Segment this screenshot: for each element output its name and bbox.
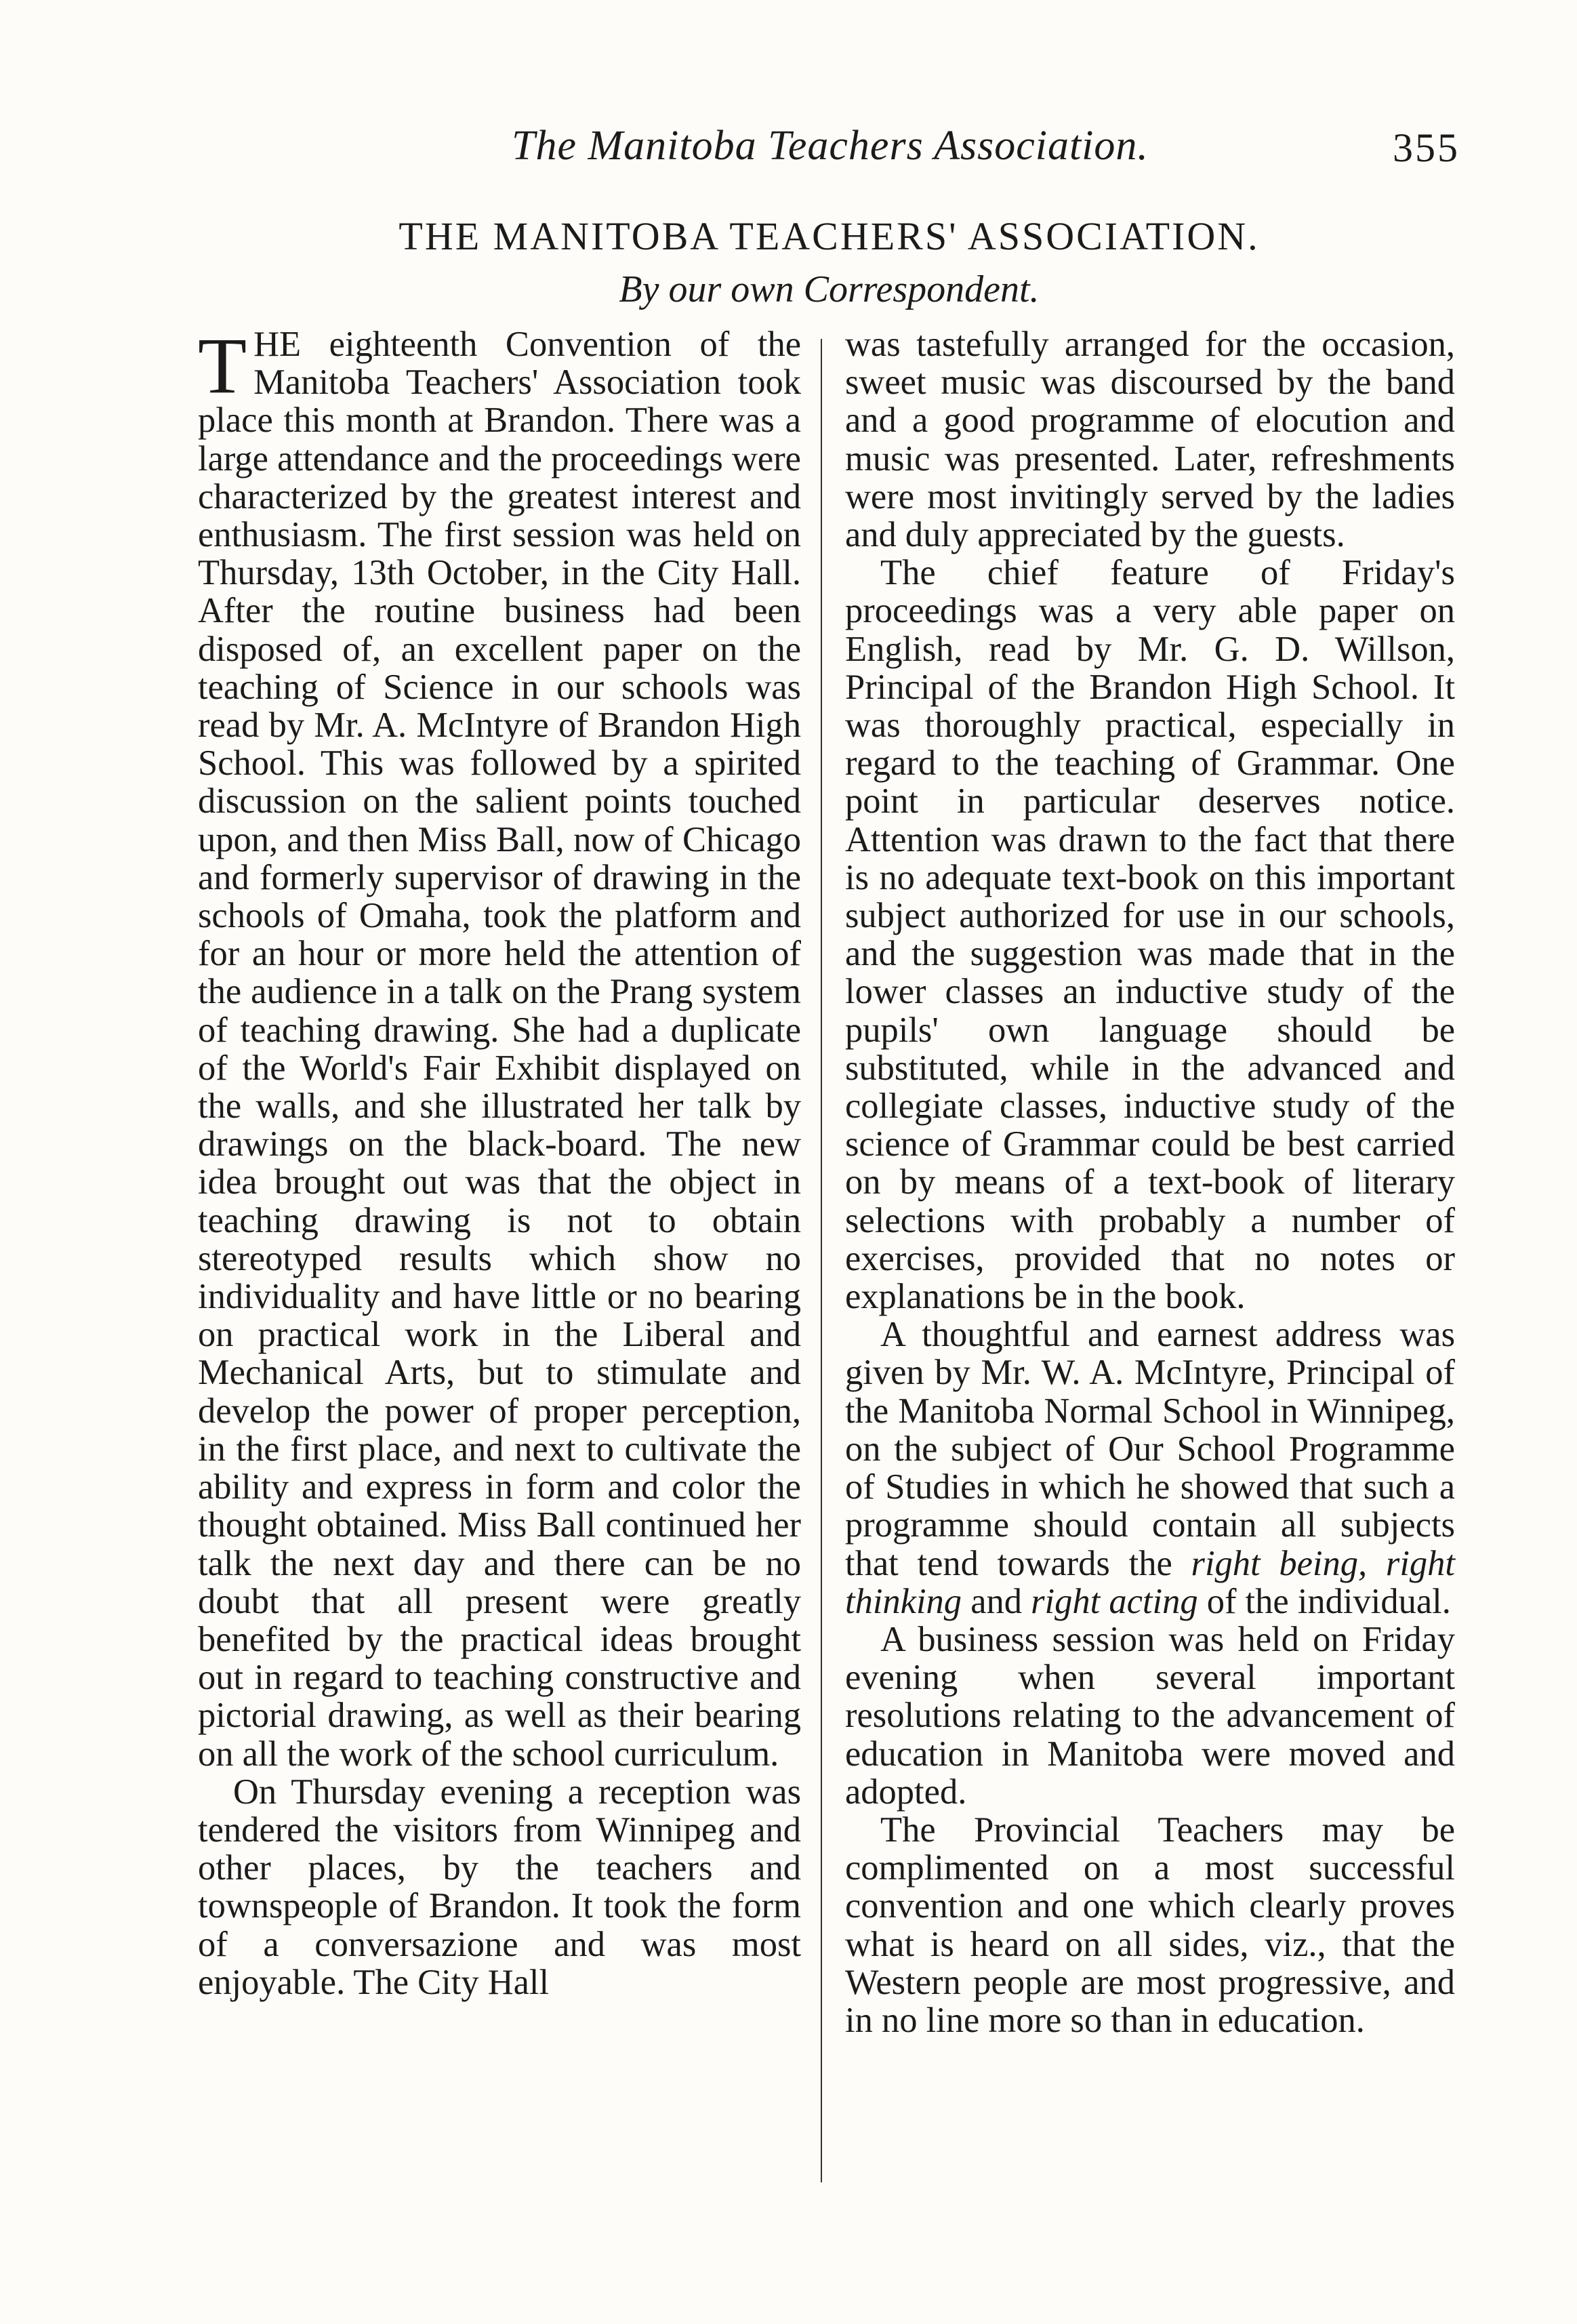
- paragraph-1: [198, 321, 801, 1774]
- drop-cap: T: [198, 321, 247, 410]
- column-rule: [821, 339, 822, 2182]
- paragraph-3: was tastefully arranged for the occasion, sweet music was discoursed by the band and a good programme of elocution and music was presented. Later, refreshments were most invitingly served by the ladies and duly appreciated by the guests.: [845, 325, 1455, 555]
- running-head: [0, 122, 1577, 183]
- paragraph-5-text-a: A thoughtful and earnest address was given by Mr. W. A. McIntyre, Principal of the Manitoba Normal School in Winnipeg, on the subject of Our School Programme of Studies in which he showed that such a programme should contain all subjects that tend towards the: [845, 1315, 1455, 1583]
- byline: By our own Correspondent.: [619, 268, 1040, 310]
- paragraph-1-text: HE eighteenth Convention of the Manitoba Teachers' Association took place this month at Brandon. There was a large attendance and the proceedings were characterized by the greatest interest and enthusiasm. The first session was held on Thursday, 13th October, in the City Hall. After the routine business had been disposed of, an excellent paper on the teaching of Science in our schools was read by Mr. A. McIntyre of Brandon High School. This was followed by a spirited discussion on the salient points touched upon, and then Miss Ball, now of Chicago and formerly supervisor of drawing in the schools of Omaha, took the platform and for an hour or more held the attention of the audience in a talk on the Prang system of teaching drawing. She had a duplicate of the World's Fair Exhibit displayed on the walls, and she illustrated her talk by drawings on the black-board. The new idea brought out was that the object in teaching drawing is not to obtain stereotyped results which show no individuality and have little or no bearing on practical work in the Liberal and Mechanical Arts, but to stimulate and develop the power of proper perception, in the first place, and next to cultivate the ability and express in form and color the thought obtained. Miss Ball continued her talk the next day and there can be no doubt that all present were greatly benefited by the practical ideas brought out in regard to teaching constructive and pictorial drawing, as well as their bearing on all the work of the school curriculum.: [198, 325, 801, 1774]
- running-title: The Manitoba Teachers Association.: [512, 123, 1149, 169]
- article-title: THE MANITOBA TEACHERS' ASSOCIATION.: [398, 214, 1260, 258]
- left-column: [198, 321, 801, 2002]
- paragraph-5-and: and: [970, 1581, 1022, 1621]
- paragraph-5-text-b: of the individual.: [1206, 1581, 1451, 1621]
- right-column: [845, 325, 1455, 2039]
- italic-phrase-1: right being, right thinking: [845, 1543, 1456, 1621]
- paragraph-6: A business session was held on Friday evening when several important resolutions relating to the advancement of education in Manitoba were moved and adopted.: [845, 1619, 1455, 1812]
- page-number: 355: [1393, 125, 1460, 170]
- paragraph-7: The Provincial Teachers may be complimented on a most successful convention and one which clearly proves what is heard on all sides, viz., that the Western people are most progressive, and in no line more so than in education.: [845, 1810, 1455, 2040]
- paragraph-4: The chief feature of Friday's proceedings was a very able paper on English, read by Mr. G. D. Willson, Principal of the Brandon High School. It was thoroughly practical, especially in regard to the teaching of Grammar. One point in particular deserves notice. Attention was drawn to the fact that there is no adequate text-book on this important subject authorized for use in our schools, and the suggestion was made that in the lower classes an inductive study of the pupils' own language should be substituted, while in the advanced and collegiate classes, inductive study of the science of Grammar could be best carried on by means of a text-book of literary selections with probably a number of exercises, provided that no notes or explanations be in the book.: [845, 553, 1455, 1317]
- italic-phrase-2: right acting: [1031, 1581, 1198, 1621]
- paragraph-5: [845, 1316, 1455, 1620]
- paragraph-2: On Thursday evening a reception was tendered the visitors from Winnipeg and other places, by the teachers and townspeople of Brandon. It took the form of a conversazione and was most enjoyable. The City Hall: [198, 1772, 801, 2002]
